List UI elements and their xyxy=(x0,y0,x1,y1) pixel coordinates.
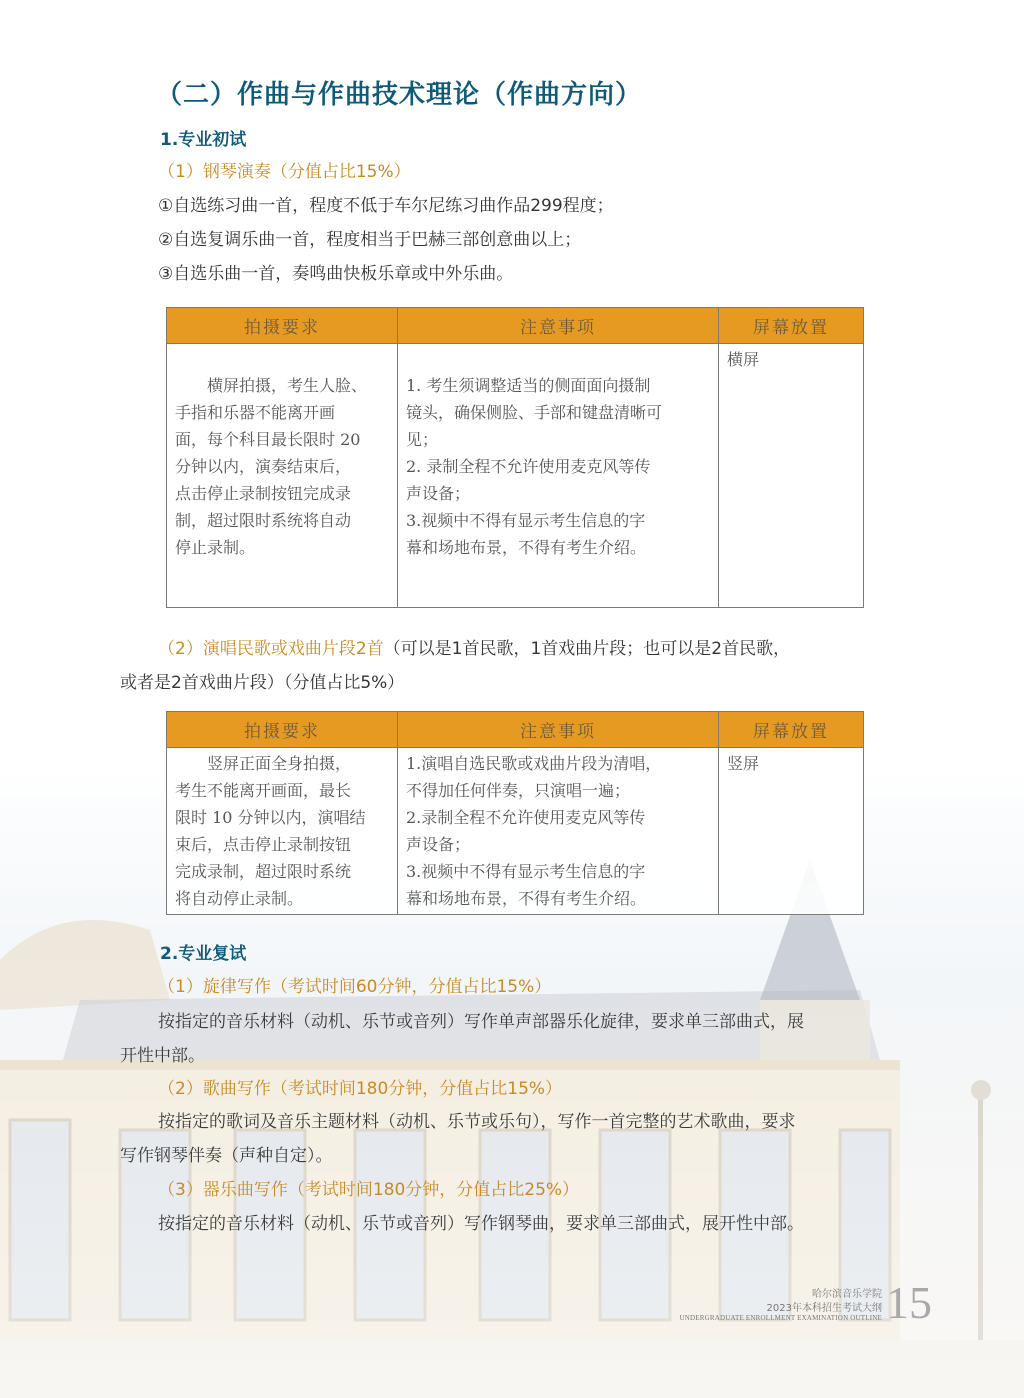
notes-cell xyxy=(398,748,719,915)
text-line: 束后，点击停止录制按钮 xyxy=(175,835,352,854)
col-header-filming: 拍摄要求 xyxy=(167,308,398,344)
prelim-heading: 1.专业初试 xyxy=(160,130,247,150)
footer-outline-cn: 2023年本科招生考试大纲 xyxy=(766,1303,882,1314)
text-line: 见； xyxy=(406,430,439,449)
melody-heading: （1）旋律写作（考试时间60分钟，分值占比15%） xyxy=(158,977,552,997)
col-header-notes: 注意事项 xyxy=(398,712,719,748)
text-line: 完成录制，超过限时系统 xyxy=(175,862,352,881)
col-header-screen: 屏幕放置 xyxy=(719,712,864,748)
text-line: 将自动停止录制。 xyxy=(175,889,304,908)
footer-school-name: 哈尔滨音乐学院 xyxy=(812,1289,882,1300)
table-row xyxy=(167,344,864,608)
piano-filming-table xyxy=(166,307,864,608)
piano-heading: （1）钢琴演奏（分值占比15%） xyxy=(158,162,411,182)
table-header-row xyxy=(167,712,864,748)
instrumental-heading: （3）器乐曲写作（考试时间180分钟，分值占比25%） xyxy=(158,1180,580,1200)
song-heading: （2）歌曲写作（考试时间180分钟，分值占比15%） xyxy=(158,1079,563,1099)
piano-item-3: ③自选乐曲一首，奏鸣曲快板乐章或中外乐曲。 xyxy=(158,264,514,284)
text-line: 2. 录制全程不允许使用麦克风等传 xyxy=(406,457,651,476)
melody-desc-line2: 开性中部。 xyxy=(120,1046,205,1066)
text-line: 点击停止录制按钮完成录 xyxy=(175,484,352,503)
singing-heading-line2: 或者是2首戏曲片段）（分值占比5%） xyxy=(120,673,405,693)
text-line: 3.视频中不得有显示考生信息的字 xyxy=(406,511,646,530)
text-line: 制，超过限时系统将自动 xyxy=(175,511,352,530)
text-line: 面，每个科目最长限时 20 xyxy=(175,430,361,449)
text-line: 幕和场地布景，不得有考生介绍。 xyxy=(406,889,647,908)
screen-orientation-cell: 竖屏 xyxy=(719,748,864,915)
text-line: 声设备； xyxy=(406,484,471,503)
table-row xyxy=(167,748,864,915)
instrumental-desc-line1: 按指定的音乐材料（动机、乐节或音列）写作钢琴曲，要求单三部曲式，展开性中部。 xyxy=(158,1214,804,1234)
footer-outline-en: UNDERGRADUATE ENROLLMENT EXAMINATION OUTLINE xyxy=(679,1314,882,1322)
singing-heading-rest: （可以是1首民歌，1首戏曲片段；也可以是2首民歌， xyxy=(383,639,791,659)
notes-cell xyxy=(398,344,719,608)
text-line: 1.演唱自选民歌或戏曲片段为清唱， xyxy=(406,754,662,773)
text-line: 横屏拍摄，考生人脸、 xyxy=(207,376,368,395)
text-line: 2.录制全程不允许使用麦克风等传 xyxy=(406,808,646,827)
filming-requirements-cell xyxy=(167,344,398,608)
text-line: 3.视频中不得有显示考生信息的字 xyxy=(406,862,646,881)
singing-heading xyxy=(158,634,790,659)
piano-item-2: ②自选复调乐曲一首，程度相当于巴赫三部创意曲以上； xyxy=(158,230,582,250)
retest-heading: 2.专业复试 xyxy=(160,944,247,964)
song-desc-line2: 写作钢琴伴奏（声种自定）。 xyxy=(120,1146,333,1166)
text-line: 限时 10 分钟以内，演唱结 xyxy=(175,808,366,827)
col-header-notes: 注意事项 xyxy=(398,308,719,344)
screen-orientation-cell: 横屏 xyxy=(719,344,864,608)
singing-filming-table xyxy=(166,711,864,915)
text-line: 分钟以内，演奏结束后， xyxy=(175,457,352,476)
col-header-screen: 屏幕放置 xyxy=(719,308,864,344)
text-line: 手指和乐器不能离开画 xyxy=(175,403,336,422)
filming-requirements-cell xyxy=(167,748,398,915)
page-number: 15 xyxy=(886,1277,932,1328)
text-line: 声设备； xyxy=(406,835,471,854)
text-line: 镜头，确保侧脸、手部和键盘清晰可 xyxy=(406,403,663,422)
text-line: 竖屏正面全身拍摄， xyxy=(207,754,352,773)
section-title: （二）作曲与作曲技术理论（作曲方向） xyxy=(156,80,643,110)
singing-heading-highlight: （2）演唱民歌或戏曲片段2首 xyxy=(158,639,384,659)
text-line: 停止录制。 xyxy=(175,538,256,557)
text-line: 幕和场地布景，不得有考生介绍。 xyxy=(406,538,647,557)
song-desc-line1: 按指定的歌词及音乐主题材料（动机、乐节或乐句），写作一首完整的艺术歌曲，要求 xyxy=(158,1112,796,1132)
text-line: 1. 考生须调整适当的侧面面向摄制 xyxy=(406,376,651,395)
text-line: 考生不能离开画面，最长 xyxy=(175,781,352,800)
table-header-row xyxy=(167,308,864,344)
piano-item-1: ①自选练习曲一首，程度不低于车尔尼练习曲作品299程度； xyxy=(158,196,614,216)
col-header-filming: 拍摄要求 xyxy=(167,712,398,748)
text-line: 不得加任何伴奏，只演唱一遍； xyxy=(406,781,631,800)
melody-desc-line1: 按指定的音乐材料（动机、乐节或音列）写作单声部器乐化旋律，要求单三部曲式，展 xyxy=(158,1012,804,1032)
